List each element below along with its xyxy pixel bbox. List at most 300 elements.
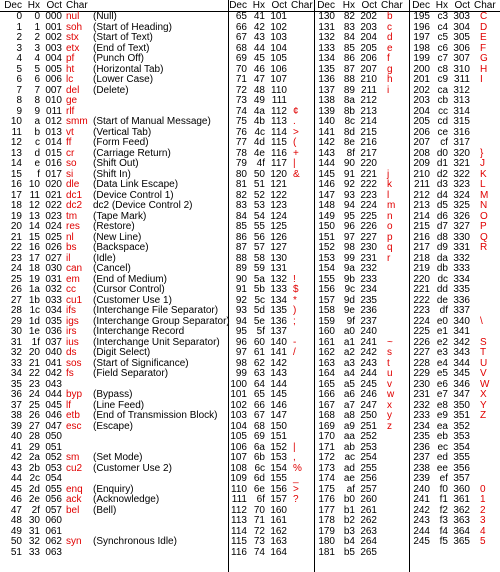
hex-cell: e8 (436, 399, 448, 411)
oct-cell: 313 (453, 95, 470, 106)
description-cell: (End of Text) (93, 42, 150, 54)
dec-cell: 238 (413, 462, 430, 474)
dec-cell: 141 (318, 126, 335, 138)
table-row (410, 495, 500, 506)
dec-cell: 172 (318, 452, 335, 463)
oct-cell: 246 (360, 389, 377, 400)
hex-cell: 71 (253, 515, 265, 526)
oct-cell: 340 (453, 315, 470, 327)
oct-cell: 004 (45, 53, 62, 64)
hex-cell: 10 (28, 179, 40, 190)
dec-cell: 178 (318, 515, 335, 526)
char-cell: j (387, 168, 390, 180)
dec-cell: 42 (10, 452, 22, 463)
oct-cell: 045 (45, 399, 62, 411)
oct-cell: 011 (46, 105, 62, 117)
char-cell: cr (66, 147, 75, 159)
dec-cell: 171 (318, 441, 335, 453)
char-cell: Y (480, 399, 487, 411)
oct-cell: 331 (453, 242, 470, 253)
hex-cell: b3 (343, 525, 355, 537)
oct-cell: 151 (270, 431, 287, 442)
oct-cell: 307 (453, 53, 470, 64)
char-cell: q (387, 242, 393, 253)
dec-cell: 137 (318, 84, 335, 96)
table-row (229, 390, 314, 401)
hex-cell: 6b (253, 452, 265, 463)
dec-cell: 17 (10, 189, 22, 201)
table-row (410, 411, 500, 422)
hex-cell: 24 (28, 389, 40, 400)
table-row (315, 222, 409, 233)
table-column-1 (0, 0, 229, 572)
dec-cell: 148 (318, 200, 335, 211)
table-row (229, 327, 314, 338)
hex-cell: 82 (343, 11, 355, 22)
hex-cell: 88 (343, 74, 355, 85)
dec-cell: 10 (10, 116, 22, 127)
table-row (229, 264, 314, 275)
hex-cell: 6c (254, 462, 265, 474)
table-row (315, 327, 409, 338)
char-cell: fs (66, 368, 74, 379)
hex-cell: 5e (253, 315, 265, 327)
dec-cell: 32 (10, 347, 22, 358)
table-row (315, 138, 409, 149)
char-cell: s (387, 347, 392, 358)
hex-cell: c7 (437, 53, 448, 64)
hex-cell: f2 (439, 504, 448, 516)
oct-cell: 026 (45, 242, 62, 253)
char-cell: T (480, 347, 487, 358)
char-cell: O (480, 210, 488, 222)
hex-cell: f4 (439, 525, 448, 537)
dec-cell: 174 (318, 473, 335, 484)
dec-cell: 95 (235, 326, 247, 337)
oct-cell: 235 (360, 294, 377, 306)
oct-cell: 210 (360, 74, 377, 85)
oct-cell: 231 (360, 252, 377, 264)
dec-cell: 38 (10, 410, 22, 421)
dec-cell: 115 (231, 536, 247, 547)
char-cell: 2 (480, 504, 486, 516)
dec-cell: 83 (235, 200, 247, 211)
dec-cell: 85 (235, 221, 247, 232)
dec-cell: 20 (10, 221, 22, 232)
description-cell: (Idle) (93, 252, 116, 264)
table-row (0, 201, 228, 212)
hex-cell: 83 (343, 21, 355, 33)
hex-cell: d4 (436, 189, 448, 201)
table-row (315, 453, 409, 464)
oct-cell: 034 (45, 305, 62, 316)
oct-cell: 164 (270, 546, 287, 558)
oct-cell: 153 (270, 452, 287, 463)
dec-cell: 73 (235, 95, 247, 106)
dec-cell: 0 (16, 11, 22, 22)
oct-cell: 144 (270, 378, 287, 390)
oct-cell: 265 (360, 546, 377, 558)
header-hx: Hx (342, 0, 355, 11)
oct-cell: 233 (360, 273, 377, 285)
hex-cell: a2 (343, 347, 355, 358)
table-row (410, 453, 500, 464)
char-cell: r (387, 252, 391, 264)
dec-cell: 239 (413, 473, 430, 484)
oct-cell: 114 (271, 126, 287, 138)
oct-cell: 330 (453, 231, 470, 243)
hex-cell: ce (437, 126, 448, 138)
char-cell: lf (66, 399, 71, 411)
table-row (229, 243, 314, 254)
dec-cell: 177 (318, 504, 335, 516)
oct-cell: 006 (45, 74, 62, 85)
oct-cell: 046 (45, 410, 62, 421)
dec-cell: 139 (318, 105, 335, 117)
hex-cell: 73 (253, 536, 265, 547)
hex-cell: 5d (253, 305, 265, 316)
table-row (229, 96, 314, 107)
description-cell: (Interchange Record (93, 326, 185, 337)
hex-cell: e1 (436, 326, 448, 337)
dec-cell: 209 (413, 158, 430, 169)
dec-cell: 24 (10, 263, 22, 274)
description-cell: (Interchange Unit Separator) (93, 336, 220, 348)
oct-cell: 115 (271, 137, 287, 148)
dec-cell: 196 (413, 21, 430, 33)
dec-cell: 29 (10, 315, 22, 327)
hex-cell: 96 (343, 221, 355, 232)
dec-cell: 98 (235, 357, 247, 369)
table-row (315, 495, 409, 506)
oct-cell: 116 (271, 147, 287, 159)
dec-cell: 113 (231, 515, 247, 526)
oct-cell: 113 (271, 116, 287, 127)
dec-cell: 155 (318, 273, 335, 285)
hex-cell: c3 (437, 11, 448, 22)
oct-cell: 126 (270, 231, 287, 243)
dec-cell: 201 (413, 74, 430, 85)
table-row (229, 432, 314, 443)
char-cell: bs (66, 242, 77, 253)
oct-cell: 224 (360, 200, 377, 211)
char-cell: si (66, 168, 74, 180)
char-cell: cu1 (66, 294, 83, 306)
oct-cell: 150 (270, 420, 287, 432)
description-cell: (Set Mode) (93, 452, 143, 463)
table-row (315, 306, 409, 317)
hex-cell: 1b (28, 294, 40, 306)
dec-cell: 4 (16, 53, 22, 64)
char-cell: _ (293, 473, 299, 484)
table-row (315, 411, 409, 422)
hex-cell: a0 (343, 326, 355, 337)
char-cell: \ (480, 315, 483, 327)
table-row (315, 432, 409, 443)
hex-cell: ac (344, 452, 355, 463)
oct-cell: 237 (360, 315, 377, 327)
oct-cell: 252 (360, 431, 377, 442)
hex-cell: e7 (436, 389, 448, 400)
dec-cell: 82 (235, 189, 247, 201)
hex-cell: 57 (253, 242, 265, 253)
hex-cell: 2f (31, 504, 40, 516)
description-cell: (Acknowledge) (93, 494, 160, 505)
char-cell: > (293, 126, 299, 138)
oct-cell: 132 (270, 273, 287, 285)
dec-cell: 5 (16, 63, 22, 75)
oct-cell: 333 (453, 263, 470, 274)
dec-cell: 91 (235, 284, 247, 295)
dec-cell: 25 (10, 273, 22, 285)
table-row (0, 75, 228, 86)
oct-cell: 162 (270, 525, 287, 537)
oct-cell: 136 (270, 315, 287, 327)
dec-cell: 9 (16, 105, 22, 117)
dec-cell: 168 (318, 410, 335, 421)
description-cell: (Start of Heading) (93, 21, 172, 33)
oct-cell: 325 (453, 200, 470, 211)
table-row (0, 411, 228, 422)
description-cell: (Cursor Control) (93, 284, 165, 295)
hex-cell: 27 (28, 420, 40, 432)
char-cell: * (293, 294, 297, 306)
dec-cell: 220 (413, 273, 430, 285)
char-cell: c (387, 21, 392, 33)
hex-cell: cb (437, 95, 448, 106)
table-row (229, 548, 314, 559)
oct-cell: 014 (45, 137, 62, 148)
oct-cell: 022 (45, 200, 62, 211)
dec-cell: 244 (413, 525, 430, 537)
oct-cell: 120 (270, 168, 287, 180)
char-cell: v (387, 378, 392, 390)
dec-cell: 2 (16, 32, 22, 43)
hex-cell: e9 (436, 410, 448, 421)
table-row (315, 474, 409, 485)
dec-cell: 100 (230, 378, 247, 390)
oct-cell: 110 (271, 84, 287, 96)
oct-cell: 207 (360, 63, 377, 75)
hex-cell: 15 (28, 231, 40, 243)
dec-cell: 65 (235, 11, 247, 22)
oct-cell: 121 (270, 179, 287, 190)
oct-cell: 140 (270, 336, 287, 348)
hex-cell: 5f (256, 326, 265, 337)
table-row (0, 548, 228, 559)
oct-cell: 063 (45, 546, 62, 558)
table-row (0, 117, 228, 128)
hex-cell: b2 (343, 515, 355, 526)
hex-cell: f0 (439, 483, 448, 495)
header-char: Char (474, 0, 496, 11)
table-row (0, 12, 228, 23)
char-cell: z (387, 420, 392, 432)
oct-cell: 131 (270, 263, 287, 274)
hex-cell: cf (440, 137, 448, 148)
oct-cell: 117 (271, 158, 287, 169)
hex-cell: 1f (31, 336, 40, 348)
hex-cell: d3 (436, 179, 448, 190)
char-cell: byp (66, 389, 83, 400)
table-row (410, 12, 500, 23)
oct-cell: 220 (360, 158, 377, 169)
oct-cell: 001 (45, 21, 62, 33)
table-row (0, 243, 228, 254)
header-dec: Dec (229, 0, 247, 11)
char-cell: - (293, 336, 297, 348)
oct-cell: 214 (360, 116, 377, 127)
table-row (410, 180, 500, 191)
dec-cell: 131 (318, 21, 335, 33)
hex-cell: ad (343, 462, 355, 474)
table-row (410, 516, 500, 527)
hex-cell: 1a (28, 284, 40, 295)
hex-cell: d7 (436, 221, 448, 232)
oct-cell: 335 (453, 284, 470, 295)
hex-cell: 29 (28, 441, 40, 453)
oct-cell: 016 (45, 158, 62, 169)
oct-cell: 323 (453, 179, 470, 190)
oct-cell: 040 (45, 347, 62, 358)
hex-cell: a5 (343, 378, 355, 390)
table-row (410, 264, 500, 275)
hex-cell: 98 (343, 242, 355, 253)
dec-cell: 40 (10, 431, 22, 442)
oct-cell: 355 (453, 452, 470, 463)
char-cell: x (387, 399, 392, 411)
oct-cell: 255 (360, 462, 377, 474)
oct-cell: 203 (360, 21, 377, 33)
char-cell: b (387, 11, 393, 22)
dec-cell: 245 (413, 536, 430, 547)
dec-cell: 157 (318, 294, 335, 306)
header-hx: Hx (435, 0, 448, 11)
description-cell: (Null) (93, 11, 117, 22)
oct-cell: 232 (360, 263, 377, 274)
header-hx: Hx (27, 0, 40, 11)
char-cell: ) (293, 305, 297, 316)
oct-cell: 024 (45, 221, 62, 232)
dec-cell: 205 (413, 116, 430, 127)
oct-cell: 156 (270, 483, 287, 495)
table-row (315, 390, 409, 401)
table-row (410, 243, 500, 254)
dec-cell: 206 (413, 126, 430, 138)
hex-cell: dd (436, 284, 448, 295)
dec-cell: 223 (413, 305, 430, 316)
description-cell: (Lower Case) (93, 74, 154, 85)
hex-cell: b5 (343, 546, 355, 558)
oct-cell: 125 (270, 221, 287, 232)
dec-cell: 169 (318, 420, 335, 432)
dec-cell: 225 (413, 326, 430, 337)
dec-cell: 241 (413, 494, 430, 505)
char-cell: so (66, 158, 77, 169)
dec-cell: 84 (235, 210, 247, 222)
dec-cell: 97 (235, 347, 247, 358)
table-row (410, 96, 500, 107)
hex-cell: c6 (437, 42, 448, 54)
oct-cell: 356 (453, 462, 470, 474)
oct-cell: 101 (270, 11, 287, 22)
oct-cell: 134 (270, 294, 287, 306)
char-cell: 1 (480, 494, 486, 505)
table-row (229, 159, 314, 170)
char-cell: , (293, 452, 296, 463)
oct-cell: 020 (45, 179, 62, 190)
oct-cell: 013 (45, 126, 62, 138)
oct-cell: 337 (453, 305, 470, 316)
oct-cell: 031 (45, 273, 62, 285)
table-row (410, 75, 500, 86)
dec-cell: 199 (413, 53, 430, 64)
hex-cell: 49 (253, 95, 265, 106)
table-row (229, 306, 314, 317)
char-cell: pf (66, 53, 75, 64)
hex-cell: d1 (436, 158, 448, 169)
table-row (410, 327, 500, 338)
char-cell: G (480, 53, 488, 64)
oct-cell: 241 (360, 336, 377, 348)
oct-cell: 204 (360, 32, 377, 43)
dec-cell: 94 (235, 315, 247, 327)
hex-cell: 56 (253, 231, 265, 243)
oct-cell: 346 (453, 378, 470, 390)
char-cell: k (387, 179, 392, 190)
table-row (0, 159, 228, 170)
dec-cell: 66 (235, 21, 247, 33)
hex-cell: 31 (28, 525, 40, 537)
dec-cell: 149 (318, 210, 335, 222)
header-dec: Dec (4, 0, 22, 11)
oct-cell: 314 (453, 105, 470, 117)
oct-cell: 305 (453, 32, 470, 43)
oct-cell: 234 (360, 284, 377, 295)
dec-cell: 227 (413, 347, 430, 358)
hex-cell: 60 (253, 336, 265, 348)
dec-cell: 3 (16, 42, 22, 54)
char-cell: cc (66, 284, 76, 295)
table-row (315, 348, 409, 359)
char-cell: C (480, 11, 488, 22)
hex-cell: 4c (254, 126, 265, 138)
description-cell: (Interchange Group Separator) (93, 315, 230, 327)
oct-cell: 007 (45, 84, 62, 96)
hex-cell: 5b (253, 284, 265, 295)
oct-cell: 240 (360, 326, 377, 337)
dec-cell: 160 (318, 326, 335, 337)
dec-cell: 198 (413, 42, 430, 54)
dec-cell: 146 (318, 179, 335, 190)
hex-cell: 53 (253, 200, 265, 211)
table-row (229, 369, 314, 380)
char-cell: p (387, 231, 393, 243)
hex-cell: 1 (34, 21, 40, 33)
char-cell: 0 (480, 483, 486, 495)
oct-cell: 213 (360, 105, 377, 117)
hex-cell: a7 (343, 399, 355, 411)
dec-cell: 214 (413, 210, 430, 222)
oct-cell: 251 (360, 420, 377, 432)
hex-cell: af (346, 483, 355, 495)
hex-cell: 6a (253, 441, 265, 453)
hex-cell: 6d (253, 473, 265, 484)
oct-cell: 036 (45, 326, 62, 337)
table-row (410, 390, 500, 401)
hex-cell: a3 (343, 357, 355, 369)
dec-cell: 237 (413, 452, 430, 463)
